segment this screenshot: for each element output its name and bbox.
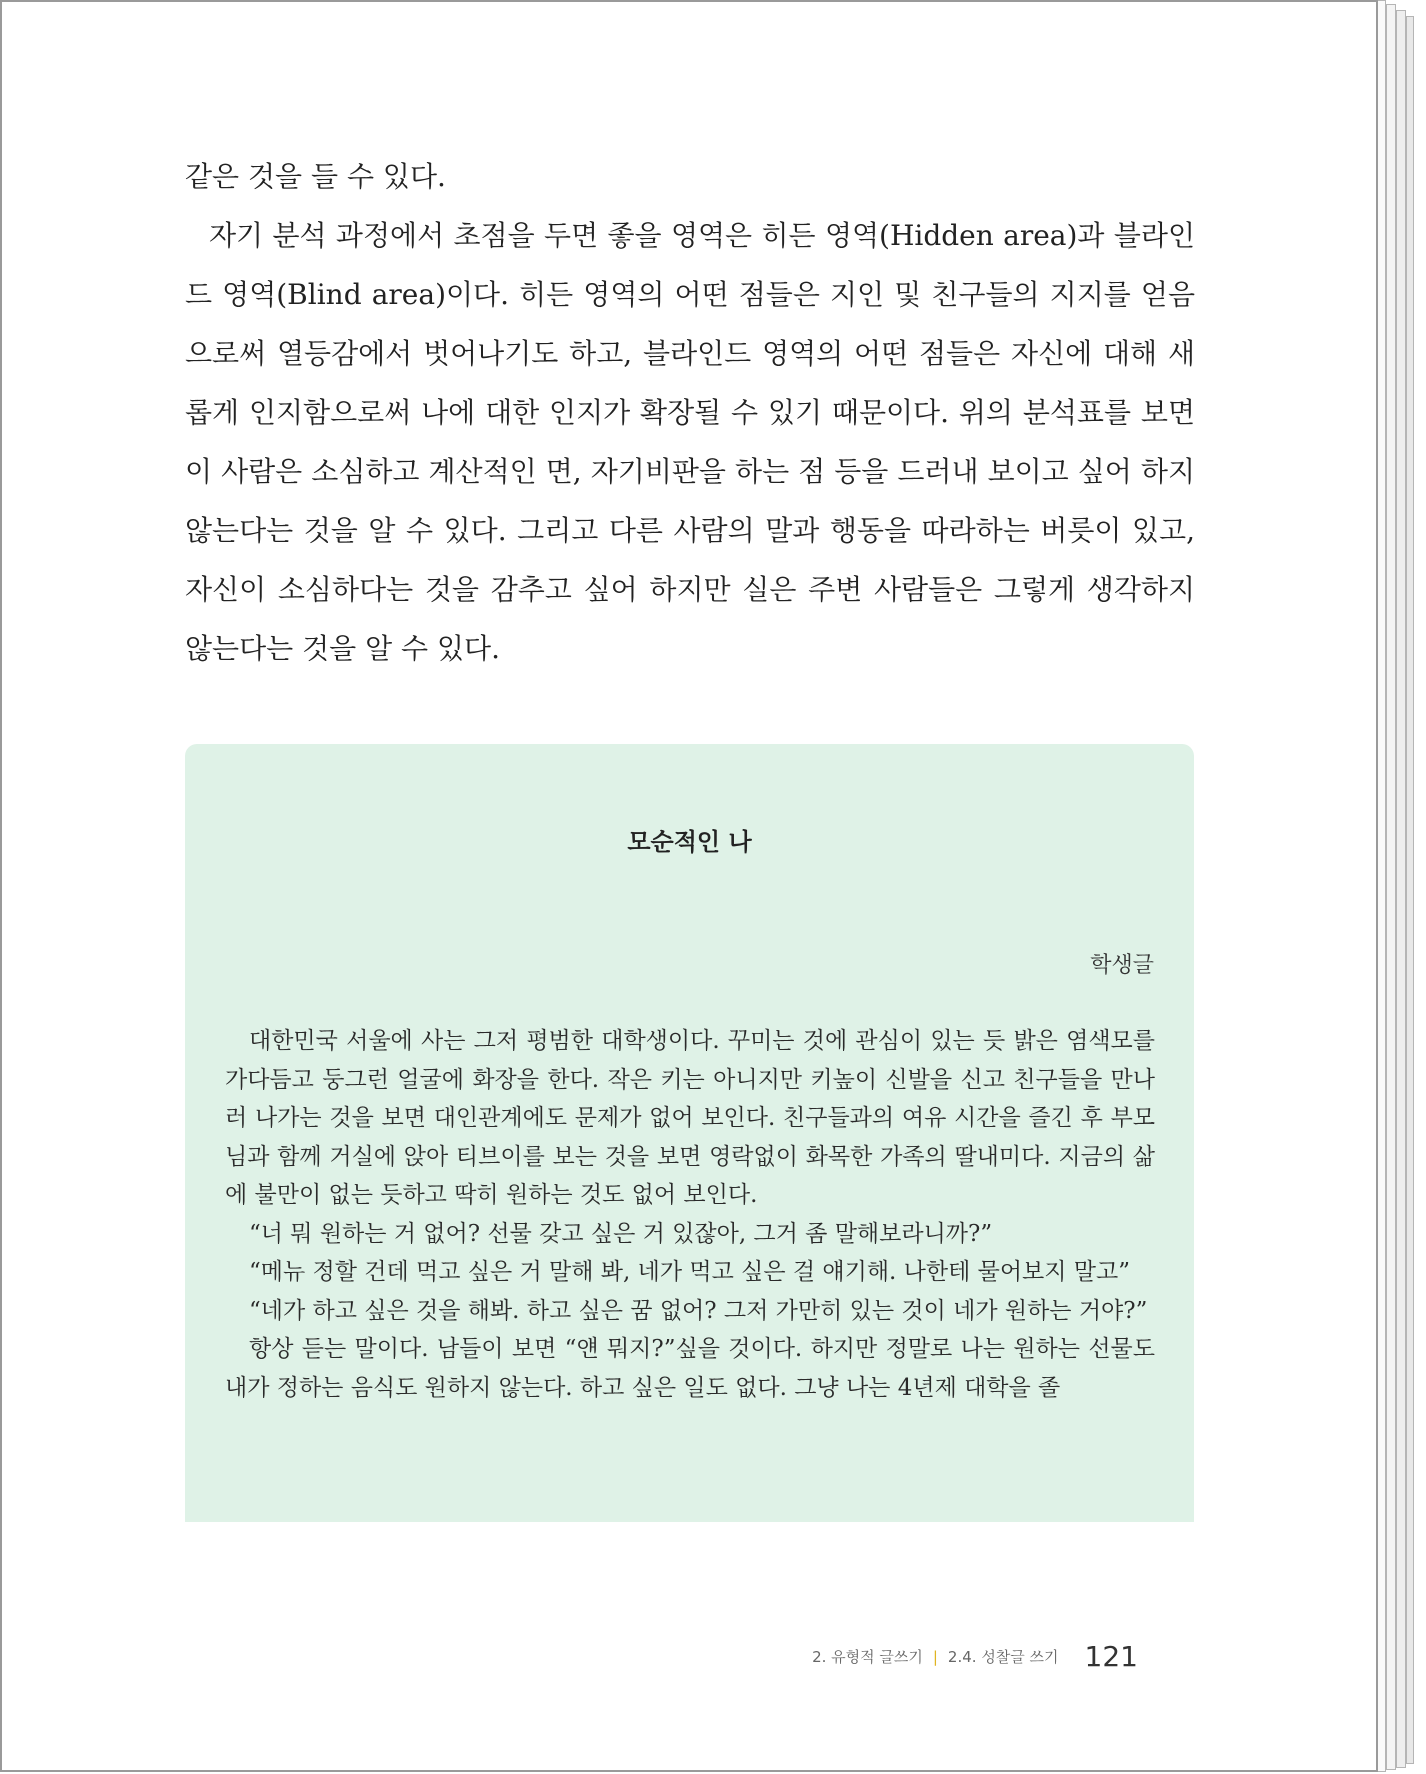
footer-separator: |	[932, 1647, 938, 1666]
footer-section: 2.4. 성찰글 쓰기	[947, 1648, 1059, 1666]
essay-author: 학생글	[1090, 953, 1154, 978]
body-paragraph: 자기 분석 과정에서 초점을 두면 좋을 영역은 히든 영역(Hidden area)과 블라인드 영역(Blind area)이다. 히든 영역의 어떤 점들은 지인 및 친구들의 지지를 얻음으로써 열등감에서 벗어나기도 하고, 블라인드 영역의 어떤 점들은 자신에 대해 새롭게 인지함으로써 나에 대한 인지가 확장될 수 있기 때문이다. 위의 분석표를 보면 이 사람은 소심하고 계산적인 면, 자기비판을 하는 점 등을 드러내 보이고 싶어 하지 않는다는 것을 알 수 있다. 그리고 다른 사람의 말과 행동을 따라하는 버릇이 있고, 자신이 소심하다는 것을 감추고 싶어 하지만 실은 주변 사람들은 그렇게 생각하지 않는다는 것을 알 수 있다.	[185, 219, 1195, 665]
essay-text	[225, 1022, 1155, 1407]
essay-paragraph: “메뉴 정할 건데 먹고 싶은 거 말해 봐, 네가 먹고 싶은 걸 얘기해. 나한테 물어보지 말고”	[249, 1259, 1130, 1285]
page-stack-edge	[1406, 16, 1414, 1764]
footer-chapter: 2. 유형적 글쓰기	[812, 1648, 923, 1666]
student-essay-box	[185, 744, 1194, 1522]
essay-paragraph: “네가 하고 싶은 것을 해봐. 하고 싶은 꿈 없어? 그저 가만히 있는 것이 네가 원하는 거야?”	[249, 1297, 1148, 1324]
essay-paragraph: “너 뭐 원하는 거 없어? 선물 갖고 싶은 거 있잖아, 그거 좀 말해보라니까?”	[249, 1220, 993, 1247]
page-footer	[812, 1640, 1138, 1673]
body-text	[185, 147, 1195, 678]
essay-title: 모순적인 나	[627, 828, 752, 856]
page-number: 121	[1084, 1640, 1138, 1673]
body-paragraph: 같은 것을 들 수 있다.	[185, 160, 446, 193]
page-stack-edge	[1396, 10, 1406, 1768]
essay-paragraph: 대한민국 서울에 사는 그저 평범한 대학생이다. 꾸미는 것에 관심이 있는 듯 밝은 염색모를 가다듬고 둥그런 얼굴에 화장을 한다. 작은 키는 아니지만 키높이 신발을 신고 친구들을 만나러 나가는 것을 보면 대인관계에도 문제가 없어 보인다. 친구들과의 여유 시간을 즐긴 후 부모님과 함께 거실에 앉아 티브이를 보는 것을 보면 영락없이 화목한 가족의 딸내미다. 지금의 삶에 불만이 없는 듯하고 딱히 원하는 것도 없어 보인다.	[225, 1028, 1155, 1208]
essay-paragraph: 항상 듣는 말이다. 남들이 보면 “얜 뭐지?”싶을 것이다. 하지만 정말로 나는 원하는 선물도 내가 정하는 음식도 원하지 않는다. 하고 싶은 일도 없다. 그냥 나는 4년제 대학을 졸	[225, 1336, 1155, 1401]
page-stack-edge	[1386, 4, 1396, 1770]
